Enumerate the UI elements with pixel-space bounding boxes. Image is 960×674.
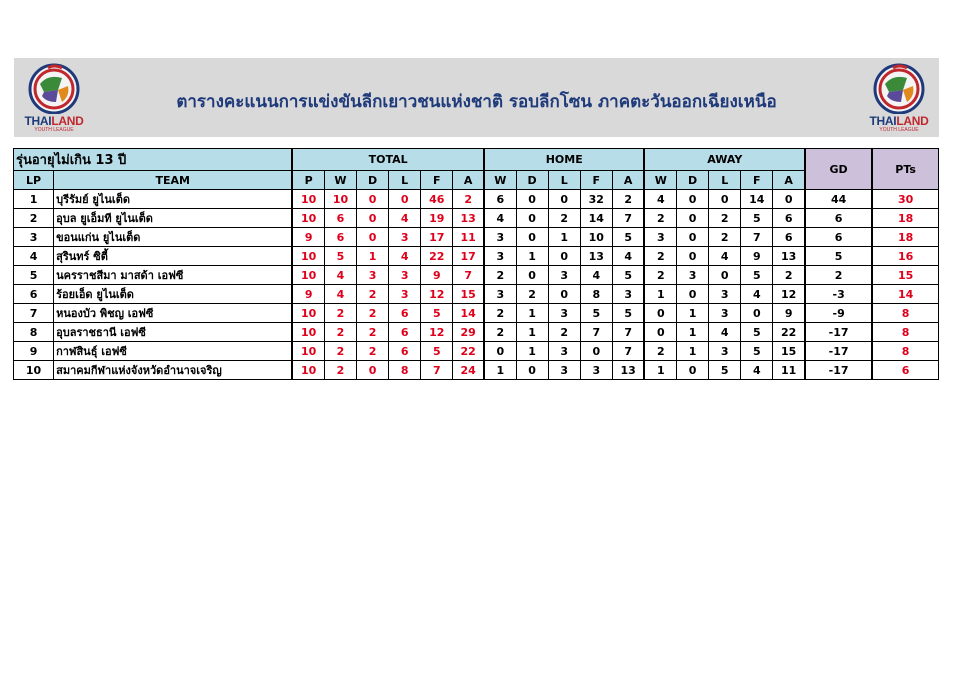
total-stat-cell: 6 bbox=[389, 323, 421, 342]
home-stat-cell: 6 bbox=[484, 190, 516, 209]
home-stat-cell: 3 bbox=[484, 228, 516, 247]
goal-difference-cell: 6 bbox=[805, 209, 872, 228]
away-stat-cell: 12 bbox=[773, 285, 805, 304]
stat-col-header: L bbox=[548, 171, 580, 190]
total-stat-cell: 5 bbox=[324, 247, 356, 266]
total-stat-cell: 17 bbox=[421, 228, 453, 247]
away-stat-cell: 5 bbox=[741, 266, 773, 285]
away-stat-cell: 9 bbox=[741, 247, 773, 266]
team-cell: กาฬสินธุ์ เอฟซี bbox=[54, 342, 293, 361]
position-cell: 10 bbox=[14, 361, 54, 380]
stat-col-header: A bbox=[612, 171, 644, 190]
away-stat-cell: 3 bbox=[709, 285, 741, 304]
total-stat-cell: 2 bbox=[357, 342, 389, 361]
stat-col-header: A bbox=[773, 171, 805, 190]
points-cell: 18 bbox=[872, 228, 938, 247]
points-cell: 8 bbox=[872, 323, 938, 342]
position-cell: 3 bbox=[14, 228, 54, 247]
table-row bbox=[14, 285, 939, 304]
home-stat-cell: 1 bbox=[516, 342, 548, 361]
age-group-header: รุ่นอายุไม่เกิน 13 ปี bbox=[14, 149, 293, 171]
lp-header: LP bbox=[14, 171, 54, 190]
away-stat-cell: 1 bbox=[644, 361, 676, 380]
total-stat-cell: 9 bbox=[292, 285, 324, 304]
away-stat-cell: 6 bbox=[773, 209, 805, 228]
home-stat-cell: 2 bbox=[548, 209, 580, 228]
table-row bbox=[14, 266, 939, 285]
goal-difference-cell: -17 bbox=[805, 342, 872, 361]
away-stat-cell: 0 bbox=[709, 266, 741, 285]
team-cell: ร้อยเอ็ด ยูไนเต็ด bbox=[54, 285, 293, 304]
away-stat-cell: 1 bbox=[677, 342, 709, 361]
team-cell: อุบลราชธานี เอฟซี bbox=[54, 323, 293, 342]
position-cell: 5 bbox=[14, 266, 54, 285]
away-stat-cell: 7 bbox=[741, 228, 773, 247]
total-stat-cell: 2 bbox=[357, 323, 389, 342]
home-stat-cell: 13 bbox=[580, 247, 612, 266]
thailand-youth-league-logo-right bbox=[863, 62, 935, 134]
home-stat-cell: 1 bbox=[548, 228, 580, 247]
away-stat-cell: 0 bbox=[709, 190, 741, 209]
table-row bbox=[14, 361, 939, 380]
position-cell: 7 bbox=[14, 304, 54, 323]
points-cell: 8 bbox=[872, 342, 938, 361]
away-stat-cell: 4 bbox=[741, 361, 773, 380]
away-stat-cell: 1 bbox=[677, 304, 709, 323]
home-stat-cell: 1 bbox=[516, 304, 548, 323]
home-stat-cell: 10 bbox=[580, 228, 612, 247]
home-stat-cell: 7 bbox=[580, 323, 612, 342]
goal-difference-cell: 2 bbox=[805, 266, 872, 285]
home-stat-cell: 3 bbox=[548, 266, 580, 285]
team-cell: สมาคมกีฬาแห่งจังหวัดอำนาจเจริญ bbox=[54, 361, 293, 380]
home-stat-cell: 32 bbox=[580, 190, 612, 209]
total-stat-cell: 6 bbox=[324, 209, 356, 228]
stat-col-header: F bbox=[580, 171, 612, 190]
away-stat-cell: 0 bbox=[677, 361, 709, 380]
away-stat-cell: 4 bbox=[741, 285, 773, 304]
team-cell: หนองบัว พิชญ เอฟซี bbox=[54, 304, 293, 323]
away-stat-cell: 2 bbox=[709, 209, 741, 228]
total-stat-cell: 10 bbox=[324, 190, 356, 209]
table-row bbox=[14, 323, 939, 342]
home-stat-cell: 4 bbox=[484, 209, 516, 228]
total-stat-cell: 10 bbox=[292, 190, 324, 209]
away-stat-cell: 2 bbox=[644, 247, 676, 266]
stat-col-header: W bbox=[324, 171, 356, 190]
away-stat-cell: 4 bbox=[709, 323, 741, 342]
points-cell: 14 bbox=[872, 285, 938, 304]
total-stat-cell: 12 bbox=[421, 285, 453, 304]
points-cell: 16 bbox=[872, 247, 938, 266]
team-cell: อุบล ยูเอ็มที ยูไนเต็ด bbox=[54, 209, 293, 228]
away-stat-cell: 2 bbox=[644, 342, 676, 361]
total-stat-cell: 13 bbox=[453, 209, 484, 228]
position-cell: 4 bbox=[14, 247, 54, 266]
home-stat-cell: 14 bbox=[580, 209, 612, 228]
total-stat-cell: 0 bbox=[357, 190, 389, 209]
total-stat-cell: 4 bbox=[324, 266, 356, 285]
total-stat-cell: 22 bbox=[453, 342, 484, 361]
goal-difference-cell: 5 bbox=[805, 247, 872, 266]
home-group-header: HOME bbox=[484, 149, 645, 171]
home-stat-cell: 8 bbox=[580, 285, 612, 304]
away-stat-cell: 15 bbox=[773, 342, 805, 361]
position-cell: 6 bbox=[14, 285, 54, 304]
total-stat-cell: 15 bbox=[453, 285, 484, 304]
total-stat-cell: 9 bbox=[292, 228, 324, 247]
stat-col-header: A bbox=[453, 171, 484, 190]
away-stat-cell: 3 bbox=[709, 304, 741, 323]
home-stat-cell: 4 bbox=[612, 247, 644, 266]
goal-difference-cell: -9 bbox=[805, 304, 872, 323]
goal-difference-cell: -3 bbox=[805, 285, 872, 304]
stat-col-header: L bbox=[389, 171, 421, 190]
position-cell: 1 bbox=[14, 190, 54, 209]
home-stat-cell: 13 bbox=[612, 361, 644, 380]
title-banner bbox=[14, 58, 939, 137]
position-cell: 2 bbox=[14, 209, 54, 228]
position-cell: 9 bbox=[14, 342, 54, 361]
total-stat-cell: 3 bbox=[389, 266, 421, 285]
total-stat-cell: 7 bbox=[453, 266, 484, 285]
home-stat-cell: 7 bbox=[612, 342, 644, 361]
total-stat-cell: 10 bbox=[292, 342, 324, 361]
total-stat-cell: 12 bbox=[421, 323, 453, 342]
total-stat-cell: 6 bbox=[389, 304, 421, 323]
total-stat-cell: 2 bbox=[324, 342, 356, 361]
home-stat-cell: 2 bbox=[548, 323, 580, 342]
total-stat-cell: 2 bbox=[357, 285, 389, 304]
away-stat-cell: 13 bbox=[773, 247, 805, 266]
team-cell: สุรินทร์ ซิตี้ bbox=[54, 247, 293, 266]
table-row bbox=[14, 228, 939, 247]
team-cell: ขอนแก่น ยูไนเต็ด bbox=[54, 228, 293, 247]
home-stat-cell: 5 bbox=[612, 266, 644, 285]
stat-col-header: D bbox=[357, 171, 389, 190]
total-stat-cell: 9 bbox=[421, 266, 453, 285]
team-cell: บุรีรัมย์ ยูไนเต็ด bbox=[54, 190, 293, 209]
home-stat-cell: 3 bbox=[484, 285, 516, 304]
points-cell: 18 bbox=[872, 209, 938, 228]
stat-col-header: F bbox=[421, 171, 453, 190]
stat-col-header: L bbox=[709, 171, 741, 190]
away-stat-cell: 0 bbox=[677, 190, 709, 209]
home-stat-cell: 0 bbox=[516, 228, 548, 247]
away-stat-cell: 0 bbox=[644, 323, 676, 342]
away-stat-cell: 4 bbox=[709, 247, 741, 266]
total-stat-cell: 0 bbox=[389, 190, 421, 209]
total-stat-cell: 3 bbox=[389, 228, 421, 247]
away-stat-cell: 3 bbox=[709, 342, 741, 361]
away-stat-cell: 2 bbox=[644, 266, 676, 285]
home-stat-cell: 0 bbox=[516, 266, 548, 285]
home-stat-cell: 2 bbox=[484, 266, 516, 285]
stat-col-header: W bbox=[644, 171, 676, 190]
total-stat-cell: 24 bbox=[453, 361, 484, 380]
home-stat-cell: 0 bbox=[516, 209, 548, 228]
away-stat-cell: 0 bbox=[773, 190, 805, 209]
total-stat-cell: 2 bbox=[324, 304, 356, 323]
total-stat-cell: 4 bbox=[389, 247, 421, 266]
home-stat-cell: 7 bbox=[612, 323, 644, 342]
home-stat-cell: 7 bbox=[612, 209, 644, 228]
home-stat-cell: 3 bbox=[484, 247, 516, 266]
home-stat-cell: 3 bbox=[548, 342, 580, 361]
away-stat-cell: 0 bbox=[677, 228, 709, 247]
logo-subtitle: YOUTH LEAGUE bbox=[34, 127, 74, 133]
standings-body bbox=[14, 190, 939, 380]
total-stat-cell: 10 bbox=[292, 247, 324, 266]
away-stat-cell: 0 bbox=[644, 304, 676, 323]
stat-col-header: F bbox=[741, 171, 773, 190]
away-stat-cell: 2 bbox=[644, 209, 676, 228]
home-stat-cell: 5 bbox=[612, 228, 644, 247]
home-stat-cell: 0 bbox=[484, 342, 516, 361]
away-stat-cell: 14 bbox=[741, 190, 773, 209]
total-stat-cell: 5 bbox=[421, 304, 453, 323]
away-stat-cell: 11 bbox=[773, 361, 805, 380]
total-stat-cell: 10 bbox=[292, 361, 324, 380]
away-stat-cell: 0 bbox=[741, 304, 773, 323]
total-stat-cell: 46 bbox=[421, 190, 453, 209]
away-stat-cell: 2 bbox=[773, 266, 805, 285]
column-header-row bbox=[14, 171, 939, 190]
table-row bbox=[14, 190, 939, 209]
team-header: TEAM bbox=[54, 171, 293, 190]
home-stat-cell: 2 bbox=[484, 323, 516, 342]
logo-subtitle: YOUTH LEAGUE bbox=[879, 127, 919, 133]
home-stat-cell: 3 bbox=[548, 304, 580, 323]
total-stat-cell: 6 bbox=[389, 342, 421, 361]
home-stat-cell: 0 bbox=[548, 285, 580, 304]
stat-col-header: W bbox=[484, 171, 516, 190]
home-stat-cell: 2 bbox=[484, 304, 516, 323]
total-stat-cell: 0 bbox=[357, 209, 389, 228]
total-stat-cell: 17 bbox=[453, 247, 484, 266]
home-stat-cell: 0 bbox=[516, 361, 548, 380]
away-stat-cell: 0 bbox=[677, 247, 709, 266]
goal-difference-cell: -17 bbox=[805, 323, 872, 342]
total-stat-cell: 14 bbox=[453, 304, 484, 323]
total-stat-cell: 10 bbox=[292, 323, 324, 342]
total-stat-cell: 10 bbox=[292, 304, 324, 323]
total-stat-cell: 2 bbox=[453, 190, 484, 209]
home-stat-cell: 0 bbox=[548, 190, 580, 209]
points-cell: 15 bbox=[872, 266, 938, 285]
home-stat-cell: 3 bbox=[548, 361, 580, 380]
total-stat-cell: 6 bbox=[324, 228, 356, 247]
away-stat-cell: 5 bbox=[741, 342, 773, 361]
gd-header: GD bbox=[805, 149, 872, 190]
home-stat-cell: 1 bbox=[516, 323, 548, 342]
total-stat-cell: 3 bbox=[357, 266, 389, 285]
total-stat-cell: 2 bbox=[357, 304, 389, 323]
team-cell: นครราชสีมา มาสด้า เอฟซี bbox=[54, 266, 293, 285]
total-stat-cell: 0 bbox=[357, 361, 389, 380]
total-stat-cell: 10 bbox=[292, 266, 324, 285]
away-stat-cell: 1 bbox=[677, 323, 709, 342]
away-stat-cell: 0 bbox=[677, 285, 709, 304]
away-stat-cell: 4 bbox=[644, 190, 676, 209]
total-stat-cell: 22 bbox=[421, 247, 453, 266]
points-cell: 8 bbox=[872, 304, 938, 323]
away-stat-cell: 9 bbox=[773, 304, 805, 323]
away-group-header: AWAY bbox=[644, 149, 805, 171]
stat-col-header: D bbox=[516, 171, 548, 190]
total-stat-cell: 2 bbox=[324, 361, 356, 380]
stat-col-header: D bbox=[677, 171, 709, 190]
home-stat-cell: 0 bbox=[516, 190, 548, 209]
table-row bbox=[14, 247, 939, 266]
standings-table bbox=[13, 148, 939, 380]
away-stat-cell: 5 bbox=[741, 209, 773, 228]
table-row bbox=[14, 342, 939, 361]
ball-icon bbox=[863, 62, 935, 114]
home-stat-cell: 3 bbox=[580, 361, 612, 380]
home-stat-cell: 1 bbox=[516, 247, 548, 266]
total-stat-cell: 4 bbox=[324, 285, 356, 304]
goal-difference-cell: 44 bbox=[805, 190, 872, 209]
page-title: ตารางคะแนนการแข่งขันลีกเยาวชนแห่งชาติ รอบลีกโซน ภาคตะวันออกเฉียงเหนือ bbox=[176, 92, 777, 112]
total-stat-cell: 8 bbox=[389, 361, 421, 380]
home-stat-cell: 5 bbox=[612, 304, 644, 323]
logo-wordmark: THAILAND bbox=[869, 114, 929, 128]
logo-wordmark: THAILAND bbox=[24, 114, 84, 128]
total-stat-cell: 5 bbox=[421, 342, 453, 361]
away-stat-cell: 3 bbox=[677, 266, 709, 285]
away-stat-cell: 3 bbox=[644, 228, 676, 247]
home-stat-cell: 0 bbox=[580, 342, 612, 361]
total-group-header: TOTAL bbox=[292, 149, 484, 171]
away-stat-cell: 5 bbox=[741, 323, 773, 342]
pts-header: PTs bbox=[872, 149, 938, 190]
total-stat-cell: 11 bbox=[453, 228, 484, 247]
total-stat-cell: 10 bbox=[292, 209, 324, 228]
home-stat-cell: 4 bbox=[580, 266, 612, 285]
away-stat-cell: 2 bbox=[709, 228, 741, 247]
home-stat-cell: 2 bbox=[612, 190, 644, 209]
total-stat-cell: 19 bbox=[421, 209, 453, 228]
total-stat-cell: 3 bbox=[389, 285, 421, 304]
away-stat-cell: 0 bbox=[677, 209, 709, 228]
away-stat-cell: 1 bbox=[644, 285, 676, 304]
position-cell: 8 bbox=[14, 323, 54, 342]
home-stat-cell: 3 bbox=[612, 285, 644, 304]
total-stat-cell: 4 bbox=[389, 209, 421, 228]
total-stat-cell: 29 bbox=[453, 323, 484, 342]
total-stat-cell: 0 bbox=[357, 228, 389, 247]
away-stat-cell: 6 bbox=[773, 228, 805, 247]
home-stat-cell: 1 bbox=[484, 361, 516, 380]
table-row bbox=[14, 209, 939, 228]
home-stat-cell: 0 bbox=[548, 247, 580, 266]
total-stat-cell: 7 bbox=[421, 361, 453, 380]
away-stat-cell: 22 bbox=[773, 323, 805, 342]
points-cell: 30 bbox=[872, 190, 938, 209]
total-stat-cell: 2 bbox=[324, 323, 356, 342]
goal-difference-cell: 6 bbox=[805, 228, 872, 247]
points-cell: 6 bbox=[872, 361, 938, 380]
home-stat-cell: 2 bbox=[516, 285, 548, 304]
away-stat-cell: 5 bbox=[709, 361, 741, 380]
total-stat-cell: 1 bbox=[357, 247, 389, 266]
table-row bbox=[14, 304, 939, 323]
stat-col-header: P bbox=[292, 171, 324, 190]
home-stat-cell: 5 bbox=[580, 304, 612, 323]
goal-difference-cell: -17 bbox=[805, 361, 872, 380]
